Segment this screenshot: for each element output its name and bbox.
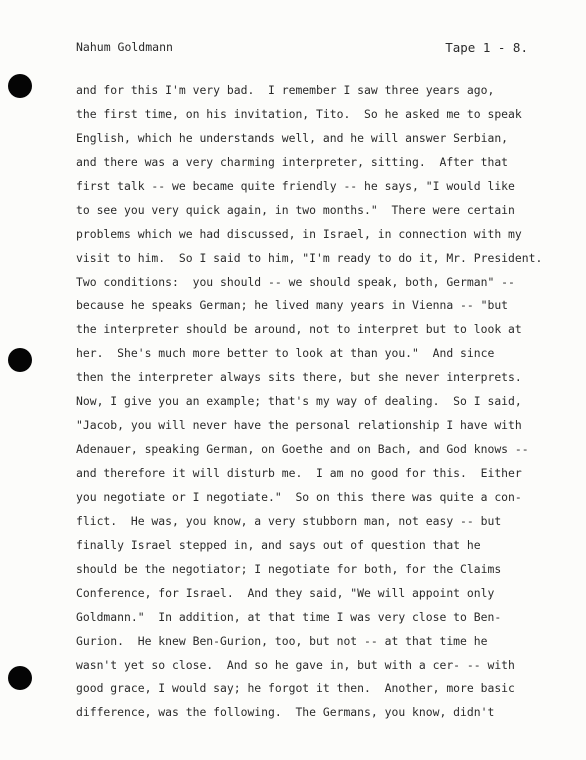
transcript-line: then the interpreter always sits there, but she never interprets.: [76, 370, 522, 385]
transcript-line: problems which we had discussed, in Israel, in connection with my: [76, 226, 522, 241]
transcript-line: and therefore it will disturb me. I am no good for this. Either: [76, 466, 522, 480]
binder-hole-top: [8, 74, 32, 98]
transcript-line: "Jacob, you will never have the personal relationship I have with: [76, 418, 522, 433]
transcript-line: you negotiate or I negotiate." So on this there was quite a con-: [76, 489, 522, 504]
binder-hole-middle: [8, 348, 32, 372]
transcript-line: Goldmann." In addition, at that time I was very close to Ben-: [76, 609, 502, 624]
transcript-line: finally Israel stepped in, and says out of question that he: [76, 537, 481, 552]
transcript-line: first talk -- we became quite friendly -- he says, "I would like: [76, 178, 515, 193]
transcript-line: Conference, for Israel. And they said, "We will appoint only: [76, 585, 495, 600]
transcript-line: difference, was the following. The Germans, you know, didn't: [76, 705, 495, 720]
transcript-line: should be the negotiator; I negotiate for both, for the Claims: [76, 561, 502, 576]
transcript-line: visit to him. So I said to him, "I'm ready to do it, Mr. President.: [76, 250, 543, 265]
transcript-line: the first time, on his invitation, Tito. So he asked me to speak: [76, 106, 522, 121]
transcript-line: the interpreter should be around, not to interpret but to look at: [76, 322, 522, 337]
transcript-line: and there was a very charming interpreter, sitting. After that: [76, 154, 509, 169]
transcript-line: Gurion. He knew Ben-Gurion, too, but not -- at that time he: [76, 633, 488, 648]
binder-hole-bottom: [8, 666, 32, 690]
header-speaker-name: Nahum Goldmann: [76, 40, 173, 54]
transcript-line: Two conditions: you should -- we should speak, both, German" --: [76, 274, 515, 289]
transcript-line: Now, I give you an example; that's my way of dealing. So I said,: [76, 394, 522, 409]
transcript-body: [76, 79, 586, 725]
header-tape-page: Tape 1 - 8.: [445, 40, 528, 55]
transcript-line: good grace, I would say; he forgot it then. Another, more basic: [76, 681, 515, 696]
transcript-line: wasn't yet so close. And so he gave in, but with a cer- -- with: [76, 657, 515, 672]
transcript-line: and for this I'm very bad. I remember I saw three years ago,: [76, 83, 495, 97]
transcript-line: Adenauer, speaking German, on Goethe and on Bach, and God knows --: [76, 442, 529, 457]
transcript-line: flict. He was, you know, a very stubborn man, not easy -- but: [76, 513, 502, 528]
transcript-line: because he speaks German; he lived many years in Vienna -- "but: [76, 298, 509, 313]
transcript-line: to see you very quick again, in two months." There were certain: [76, 202, 515, 217]
transcript-line: English, which he understands well, and he will answer Serbian,: [76, 130, 509, 145]
transcript-line: her. She's much more better to look at than you." And since: [76, 346, 495, 361]
